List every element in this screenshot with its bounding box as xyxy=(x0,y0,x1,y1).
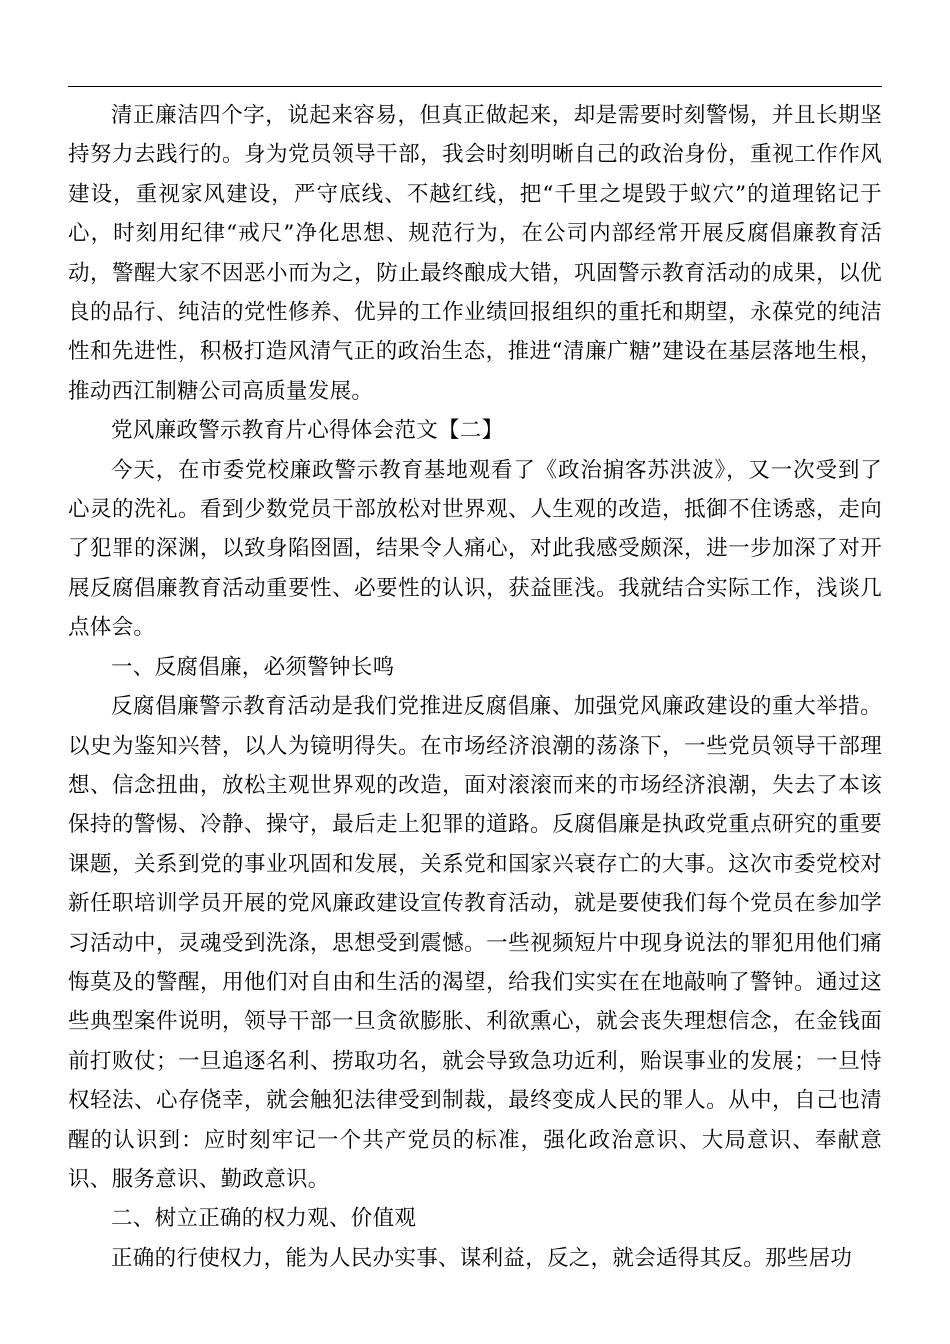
paragraph-viewing-reflection: 今天，在市委党校廉政警示教育基地观看了《政治掮客苏洪波》，又一次受到了心灵的洗礼。看到少数党员干部放松对世界观、人生观的改造，抵御不住诱惑，走向了犯罪的深渊，以致身陷囹圄，结果令人痛心，对此我感受颇深，进一步加深了对开展反腐倡廉教育活动重要性、必要性的认识，获益匪浅。我就结合实际工作，浅谈几点体会。 xyxy=(68,457,882,641)
paragraph-power-values: 正确的行使权力，能为人民办实事、谋利益，反之，就会适得其反。那些居功 xyxy=(111,1245,853,1271)
document-body xyxy=(68,96,882,1278)
paragraph-anti-corruption-alarm: 反腐倡廉警示教育活动是我们党推进反腐倡廉、加强党风廉政建设的重大举措。以史为鉴知兴替，以人为镜明得失。在市场经济浪潮的荡涤下，一些党员领导干部理想、信念扭曲，放松主观世界观的改造，面对滚滚而来的市场经济浪潮，失去了本该保持的警惕、冷静、操守，最后走上犯罪的道路。反腐倡廉是执政党重点研究的重要课题，关系到党的事业巩固和发展，关系党和国家兴衰存亡的大事。这次市委党校对新任职培训学员开展的党风廉政建设宣传教育活动，就是要使我们每个党员在参加学习活动中，灵魂受到洗涤，思想受到震憾。一些视频短片中现身说法的罪犯用他们痛悔莫及的警醒，用他们对自由和生活的渴望，给我们实实在在地敲响了警钟。通过这些典型案件说明，领导干部一旦贪欲膨胀、利欲熏心，就会丧失理想信念，在金钱面前打败仗；一旦追逐名利、捞取功名，就会导致急功近利，贻误事业的发展；一旦恃权轻法、心存侥幸，就会触犯法律受到制裁，最终变成人民的罪人。从中，自己也清醒的认识到：应时刻牢记一个共产党员的标准，强化政治意识、大局意识、奉献意识、服务意识、勤政意识。 xyxy=(68,694,882,1192)
heading-point-two: 二、树立正确的权力观、价值观 xyxy=(111,1206,417,1232)
header-rule xyxy=(68,86,882,87)
heading-point-one: 一、反腐倡廉，必须警钟长鸣 xyxy=(111,654,395,680)
paragraph-integrity-commitment: 清正廉洁四个字，说起来容易，但真正做起来，却是需要时刻警惕，并且长期坚持努力去践行的。身为党员领导干部，我会时刻明晰自己的政治身份，重视工作作风建设，重视家风建设，严守底线、不越红线，把“千里之堤毁于蚁穴”的道理铭记于心，时刻用纪律“戒尺”净化思想、规范行为，在公司内部经常开展反腐倡廉教育活动，警醒大家不因恶小而为之，防止最终酿成大错，巩固警示教育活动的成果，以优良的品行、纯洁的党性修养、优异的工作业绩回报组织的重托和期望，永葆党的纯洁性和先进性，积极打造风清气正的政治生态，推进“清廉广糖”建设在基层落地生根，推动西江制糖公司高质量发展。 xyxy=(68,103,882,404)
section-title-sample-two: 党风廉政警示教育片心得体会范文【二】 xyxy=(111,418,504,444)
